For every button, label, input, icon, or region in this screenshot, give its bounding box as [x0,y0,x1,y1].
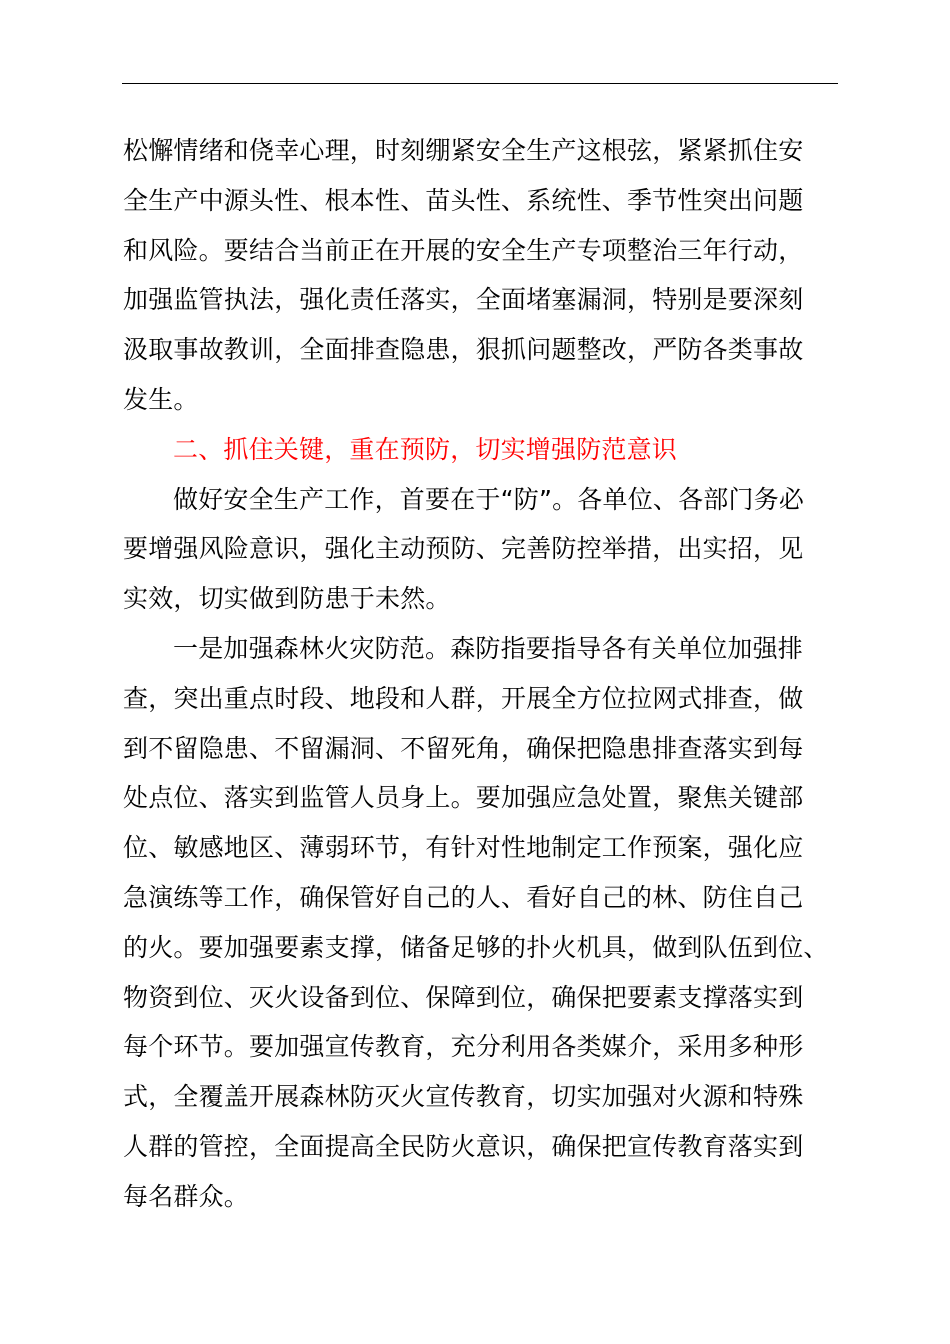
body-line: 要增强风险意识，强化主动预防、完善防控举措，出实招，见 [123,534,804,564]
body-line: 式，全覆盖开展森林防灭火宣传教育，切实加强对火源和特殊 [123,1082,804,1112]
body-line: 物资到位、灭火设备到位、保障到位，确保把要素支撑落实到 [123,982,804,1012]
body-line: 加强监管执法，强化责任落实，全面堵塞漏洞，特别是要深刻 [123,285,804,315]
body-line: 查，突出重点时段、地段和人群，开展全方位拉网式排查，做 [123,683,804,713]
body-line: 的火。要加强要素支撑，储备足够的扑火机具，做到队伍到位、 [123,932,829,962]
body-line: 做好安全生产工作，首要在于“防”。各单位、各部门务必 [173,484,805,514]
body-line: 急演练等工作，确保管好自己的人、看好自己的林、防住自己 [123,882,804,912]
body-line: 松懈情绪和侥幸心理，时刻绷紧安全生产这根弦，紧紧抓住安 [123,136,804,165]
document-body [123,126,853,1222]
body-line: 位、敏感地区、薄弱环节，有针对性地制定工作预案，强化应 [123,833,804,863]
body-line: 一是加强森林火灾防范。森防指要指导各有关单位加强排 [173,633,804,663]
body-line: 每名群众。 [123,1181,250,1211]
header-rule [122,83,838,84]
body-line: 实效，切实做到防患于未然。 [123,584,451,614]
body-line: 处点位、落实到监管人员身上。要加强应急处置，聚焦关键部 [123,783,804,813]
section-heading: 二、抓住关键，重在预防，切实增强防范意识 [173,434,678,464]
body-line: 人群的管控，全面提高全民防火意识，确保把宣传教育落实到 [123,1131,804,1161]
body-line: 每个环节。要加强宣传教育，充分利用各类媒介，采用多种形 [123,1032,804,1062]
body-line: 发生。 [123,384,199,414]
body-line: 全生产中源头性、根本性、苗头性、系统性、季节性突出问题 [123,185,804,215]
body-line: 汲取事故教训，全面排查隐患，狠抓问题整改，严防各类事故 [123,335,804,365]
body-line: 和风险。要结合当前正在开展的安全生产专项整治三年行动， [123,235,804,265]
body-line: 到不留隐患、不留漏洞、不留死角，确保把隐患排查落实到每 [123,733,804,763]
